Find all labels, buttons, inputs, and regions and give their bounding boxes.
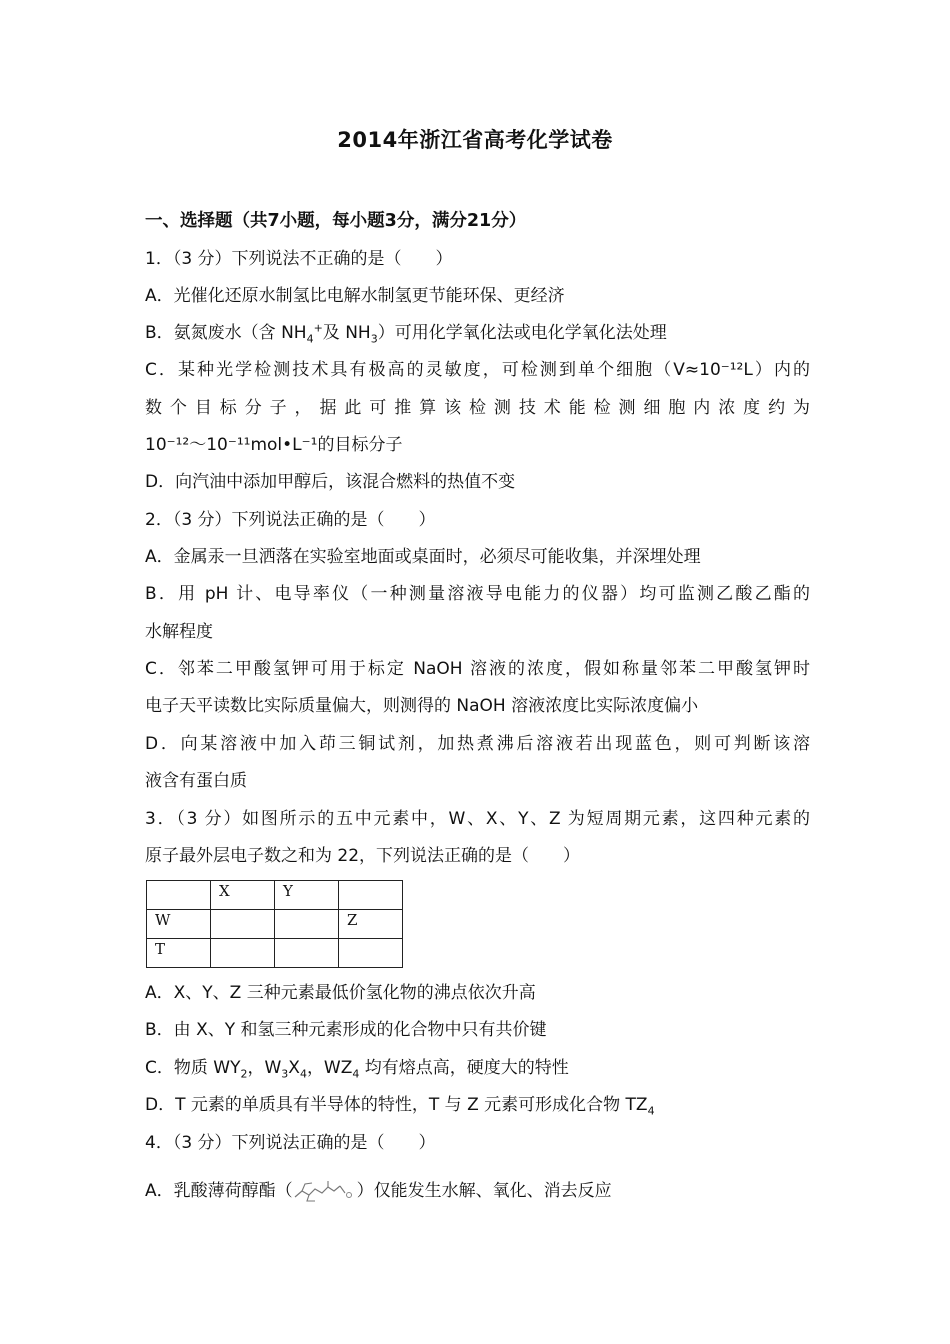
q2-option-b-line1: B．用 pH 计、电导率仪（一种测量溶液导电能力的仪器）均可监测乙酸乙酯的: [145, 584, 810, 604]
q3-option-a: A．X、Y、Z 三种元素最低价氢化物的沸点依次升高: [145, 983, 536, 1003]
table-cell: [147, 881, 211, 910]
table-cell: Y: [275, 881, 339, 910]
table-cell: T: [147, 939, 211, 968]
q1-option-c-line3: 10⁻¹²～10⁻¹¹mol•L⁻¹的目标分子: [145, 435, 403, 455]
page-title: 2014年浙江省高考化学试卷: [337, 128, 613, 152]
section-heading: 一、选择题（共7小题，每小题3分，满分21分）: [145, 211, 527, 231]
q3-option-d: D．T 元素的单质具有半导体的特性，T 与 Z 元素可形成化合物 $TZ_4$: [145, 1095, 655, 1118]
q2-option-d-line1: D．向某溶液中加入茚三铜试剂，加热煮沸后溶液若出现蓝色，则可判断该溶: [145, 734, 810, 754]
table-cell: X: [211, 881, 275, 910]
q3-option-c: C．物质 $WY_2$，$W_3X_4$，$WZ_4$ 均有熔点高，硬度大的特性: [145, 1058, 569, 1081]
q1-option-d: D．向汽油中添加甲醇后，该混合燃料的热值不变: [145, 472, 516, 492]
table-cell: [275, 939, 339, 968]
table-cell: [211, 939, 275, 968]
q4-stem: 4．（3 分）下列说法正确的是（ ）: [145, 1133, 436, 1153]
q1-stem: 1．（3 分）下列说法不正确的是（ ）: [145, 249, 453, 269]
q1-option-c-line2: 数个目标分子，据此可推算该检测技术能检测细胞内浓度约为: [145, 398, 810, 418]
table-row: [147, 939, 403, 968]
table-cell: W: [147, 910, 211, 939]
q1-option-b: B．氨氮废水（含 $NH_4^+$及 $NH_3$）可用化学氧化法或电化学氧化法处理: [145, 321, 667, 346]
q1-option-c-line1: C．某种光学检测技术具有极高的灵敏度，可检测到单个细胞（V≈10⁻¹²L）内的: [145, 360, 810, 380]
table-row: [147, 910, 403, 939]
table-cell: [339, 939, 403, 968]
q2-option-c-line1: C．邻苯二甲酸氢钾可用于标定 NaOH 溶液的浓度，假如称量邻苯二甲酸氢钾时: [145, 659, 810, 679]
q2-option-d-line2: 液含有蛋白质: [145, 771, 247, 791]
q4-option-a: A．乳酸薄荷醇酯（ ）仅能发生水解、氧化、消去反应: [145, 1181, 612, 1201]
q3-option-b: B．由 X、Y 和氢三种元素形成的化合物中只有共价键: [145, 1020, 547, 1040]
table-row: [147, 881, 403, 910]
table-cell: [339, 881, 403, 910]
table-cell: Z: [339, 910, 403, 939]
q2-option-b-line2: 水解程度: [145, 622, 213, 642]
q3-stem-line2: 原子最外层电子数之和为 22，下列说法正确的是（ ）: [145, 846, 581, 866]
q2-option-a: A．金属汞一旦洒落在实验室地面或桌面时，必须尽可能收集，并深埋处理: [145, 547, 701, 567]
q3-stem-line1: 3．（3 分）如图所示的五中元素中，W、X、Y、Z 为短周期元素，这四种元素的: [145, 809, 810, 829]
menthyl-lactate-structure-icon: [293, 1179, 357, 1203]
q2-option-c-line2: 电子天平读数比实际质量偏大，则测得的 NaOH 溶液浓度比实际浓度偏小: [145, 696, 699, 716]
table-cell: [211, 910, 275, 939]
q1-option-a: A．光催化还原水制氢比电解水制氢更节能环保、更经济: [145, 286, 565, 306]
periodic-table-fragment: [146, 880, 403, 968]
q2-stem: 2．（3 分）下列说法正确的是（ ）: [145, 510, 436, 530]
table-cell: [275, 910, 339, 939]
